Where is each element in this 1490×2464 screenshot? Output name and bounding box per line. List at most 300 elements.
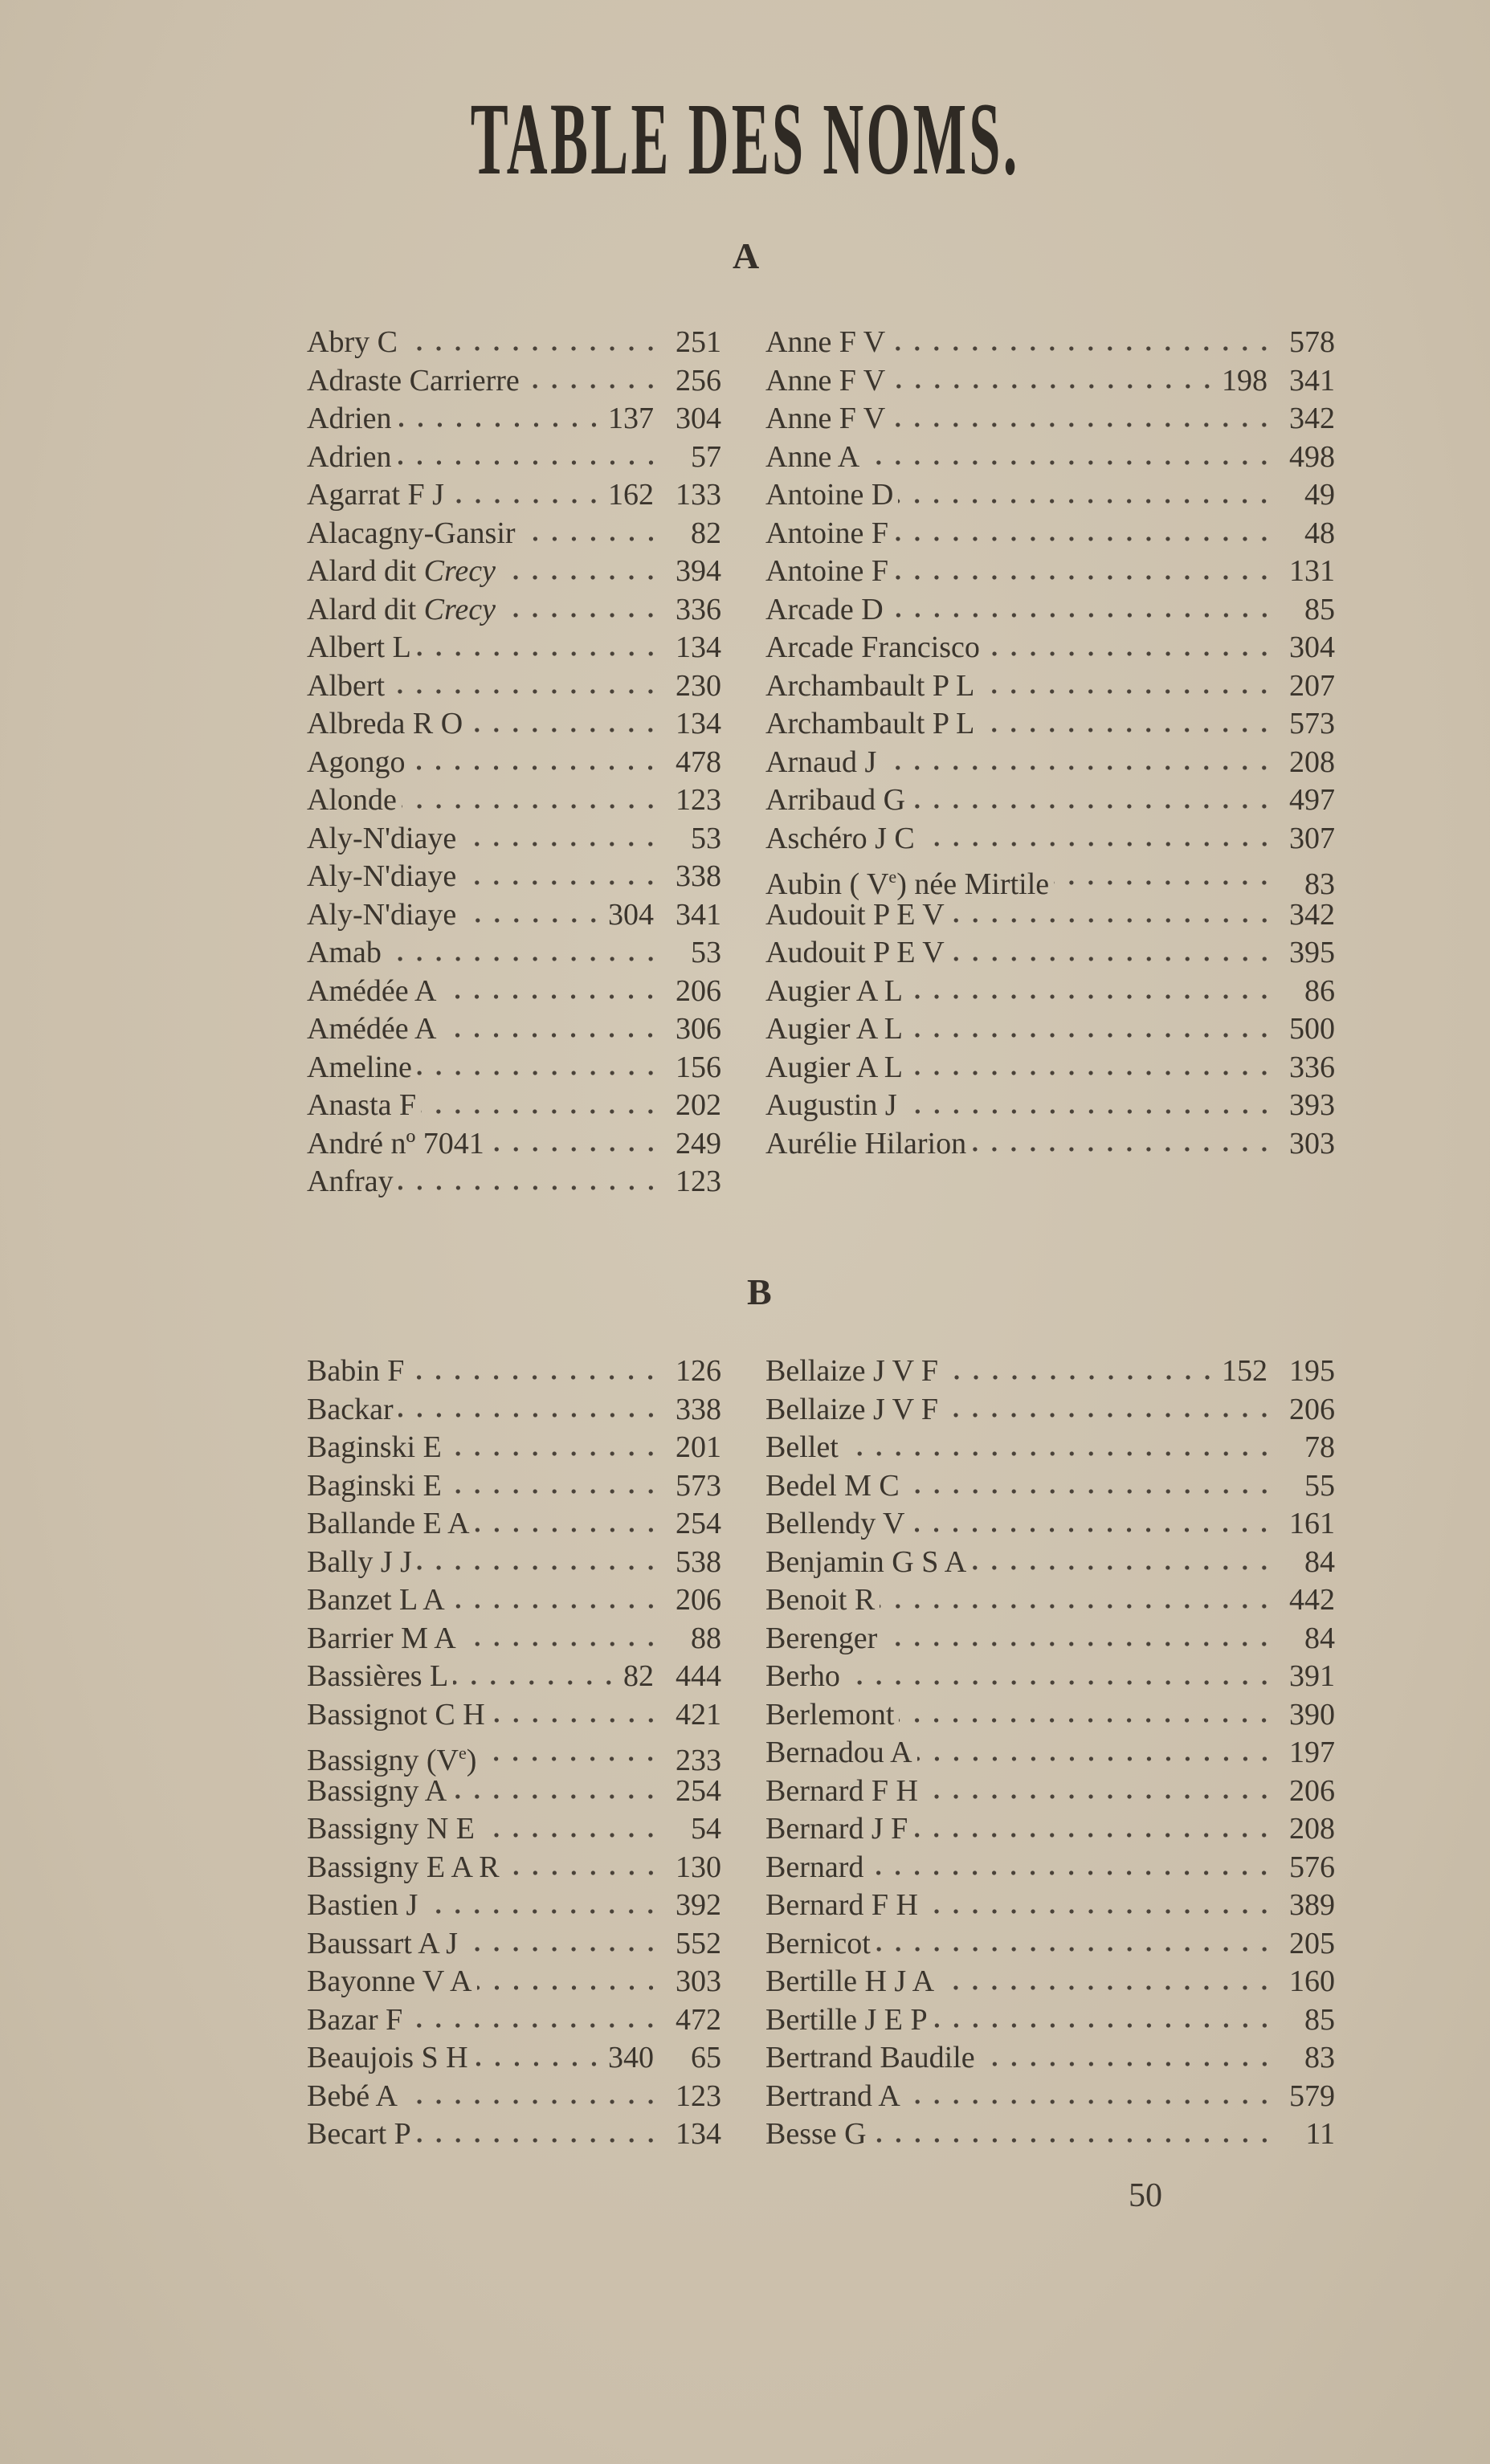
entry-name-text: Aschéro J C: [765, 821, 915, 855]
entry-extra-page: 152: [1222, 1354, 1268, 1388]
entry-page: 303: [676, 1964, 721, 1998]
entry-name: [765, 2115, 867, 2154]
index-entry: [307, 362, 721, 401]
index-entry: [307, 1849, 721, 1887]
entry-name: [765, 1849, 863, 1887]
entry-name: [307, 1125, 484, 1164]
entry-page: 579: [1289, 2078, 1335, 2113]
entry-page: 472: [676, 2002, 721, 2037]
entry-name: [307, 1049, 412, 1087]
index-entry: [307, 1163, 721, 1201]
index-entry: [765, 744, 1335, 782]
index-entry: [307, 1049, 721, 1087]
entry-name-text: Alard dit: [307, 554, 424, 588]
entry-page: 160: [1289, 1964, 1335, 1998]
entry-page: 552: [676, 1926, 721, 1960]
dot-leader: [898, 499, 1274, 504]
entry-page: 206: [1289, 1773, 1335, 1808]
dot-leader: [910, 804, 1274, 809]
entry-name: [765, 1734, 912, 1773]
entry-name-text: Bastien J: [307, 1888, 418, 1922]
index-entry: [307, 705, 721, 744]
index-entry: [307, 1658, 721, 1696]
entry-name: [765, 934, 945, 973]
entry-name-text: Besse G: [765, 2117, 867, 2151]
index-entry: [307, 820, 721, 859]
dot-leader: [949, 957, 1274, 961]
entry-name: [765, 515, 888, 553]
entry-page: 342: [1289, 402, 1335, 435]
index-entry: [765, 515, 1335, 553]
entry-name-text: Bassigny (V: [307, 1744, 459, 1777]
entry-page: 55: [1304, 1468, 1335, 1503]
dot-leader: [477, 1985, 661, 1990]
entry-page: 123: [676, 783, 721, 817]
entry-name-text: Backar: [307, 1392, 394, 1426]
entry-name-text: Adrien: [307, 402, 392, 435]
entry-page: 206: [1289, 1392, 1335, 1426]
entry-page: 230: [676, 668, 721, 703]
entry-name-text: Bedel M C: [765, 1468, 900, 1503]
entry-name-text: Aurélie Hilarion: [765, 1126, 967, 1161]
entry-page: 206: [676, 973, 721, 1008]
entry-page: 197: [1289, 1736, 1335, 1769]
entry-name: [765, 1429, 839, 1467]
dot-leader: [451, 1794, 660, 1799]
dot-leader: [450, 1604, 660, 1609]
entry-extra-page: 162: [608, 478, 654, 512]
entry-page: 84: [1304, 1621, 1335, 1655]
index-entry: [765, 400, 1335, 439]
entry-name: [307, 1429, 442, 1467]
entry-name-text: Audouit P E V: [765, 936, 945, 969]
entry-name-text: Adrien: [307, 439, 392, 474]
entry-name-superscript: e: [888, 867, 897, 887]
dot-leader: [416, 651, 660, 656]
page-number: 50: [1129, 2177, 1162, 2214]
index-entry: [765, 324, 1335, 362]
entry-page: 338: [676, 859, 721, 893]
dot-leader: [949, 918, 1274, 923]
index-entry: [307, 1125, 721, 1164]
entry-name-text: Anne A: [765, 439, 860, 474]
entry-name-text: Baginski E: [307, 1430, 442, 1464]
entry-page: 442: [1289, 1583, 1335, 1617]
section-letter-a: A: [733, 235, 760, 276]
entry-name: [307, 896, 456, 935]
index-entry: [765, 1087, 1335, 1125]
dot-leader: [461, 1642, 660, 1646]
index-entry: [307, 858, 721, 896]
entry-name: [765, 744, 876, 782]
entry-name-text: Babin F: [307, 1354, 405, 1388]
dot-leader: [905, 2099, 1274, 2104]
entry-page: 573: [1289, 707, 1335, 740]
entry-name: [765, 1773, 918, 1811]
entry-name-text: Banzet L A: [307, 1583, 445, 1617]
entry-name-text: Bebé A: [307, 2078, 398, 2113]
entry-page: 134: [676, 707, 721, 740]
index-entry: [307, 896, 721, 935]
index-entry: [307, 1467, 721, 1506]
index-entry: [307, 2115, 721, 2154]
entry-page: 53: [691, 936, 721, 969]
dot-leader: [980, 2062, 1274, 2066]
dot-leader: [908, 1033, 1274, 1038]
entry-name-text: Bertrand A: [765, 2078, 900, 2113]
entry-name-text: Audouit P E V: [765, 897, 945, 932]
entry-name: [307, 1010, 436, 1049]
entry-page: 578: [1289, 325, 1335, 359]
entry-page: 205: [1289, 1926, 1335, 1960]
entry-name: [765, 2001, 928, 2040]
index-entry: [765, 362, 1335, 401]
entry-page: 130: [676, 1850, 721, 1884]
entry-name: [307, 439, 392, 477]
entry-name-text: Bertrand Baudile: [765, 2041, 975, 2074]
entry-page: 394: [676, 554, 721, 588]
entry-name-text: Benjamin G S A: [765, 1544, 967, 1579]
entry-name: [765, 1581, 875, 1620]
index-entry: [765, 1773, 1335, 1811]
index-entry: [765, 476, 1335, 515]
index-entry: [765, 2115, 1335, 2154]
entry-page: 336: [1289, 1050, 1335, 1084]
entry-name-text: Aly-N'diaye: [307, 821, 457, 855]
entry-page: 86: [1304, 973, 1335, 1008]
index-entry: [765, 934, 1335, 973]
entry-page: 249: [676, 1126, 721, 1161]
entry-name-text: Benoit R: [765, 1583, 876, 1617]
entry-name-text: Barrier M A: [307, 1621, 456, 1655]
entry-page: 161: [1289, 1507, 1335, 1540]
entry-page: 156: [676, 1050, 721, 1084]
entry-name-text: Aubin ( V: [765, 867, 889, 901]
entry-name: [765, 1925, 871, 1964]
entry-name: [765, 1125, 966, 1164]
index-entry: [765, 973, 1335, 1011]
dot-leader: [447, 1451, 660, 1456]
entry-page: 78: [1304, 1430, 1335, 1464]
index-entry: [765, 1125, 1335, 1164]
index-entry: [307, 1544, 721, 1582]
entry-name: [307, 553, 496, 591]
entry-name-text: Agarrat F J: [307, 478, 444, 512]
index-entry: [307, 324, 721, 362]
entry-page: 83: [1304, 867, 1335, 901]
entry-name-text: Aly-N'diaye: [307, 859, 457, 893]
index-entry: [765, 667, 1335, 706]
entry-name: [765, 1467, 900, 1506]
page-title-text: TABLE DES NOMS.: [470, 82, 1020, 196]
dot-leader: [971, 1565, 1274, 1570]
entry-name: [307, 324, 398, 362]
dot-leader: [461, 918, 603, 923]
dot-leader: [890, 422, 1274, 427]
entry-page: 304: [676, 402, 721, 435]
entry-name: [307, 1773, 447, 1811]
entry-page: 53: [691, 821, 721, 855]
index-entry: [307, 1429, 721, 1467]
entry-page: 338: [676, 1392, 721, 1426]
entry-page: 341: [676, 897, 721, 932]
entry-name-text: Bellaize J V F: [765, 1354, 938, 1388]
entry-name: [307, 1887, 418, 1925]
dot-leader: [461, 880, 660, 885]
entry-name-text: Anfray: [307, 1165, 394, 1198]
dot-leader: [481, 1756, 660, 1761]
index-entry: [307, 1391, 721, 1430]
entry-name: [765, 591, 884, 630]
dot-leader: [912, 1833, 1274, 1838]
entry-page: 336: [676, 592, 721, 626]
entry-page: 391: [1289, 1659, 1335, 1693]
dot-leader: [417, 1565, 660, 1570]
entry-page: 392: [676, 1888, 721, 1922]
dot-leader: [409, 1375, 660, 1380]
entry-name: [765, 820, 915, 859]
index-entry: [307, 400, 721, 439]
entry-name-text: Arcade Francisco: [765, 630, 980, 664]
dot-leader: [500, 613, 660, 618]
dot-leader: [402, 2099, 660, 2104]
index-entry: [307, 1581, 721, 1620]
entry-name-text: Amab: [307, 936, 382, 969]
index-entry: [765, 1352, 1335, 1391]
dot-leader: [441, 1033, 660, 1038]
entry-name: [765, 781, 905, 820]
index-entry: [765, 858, 1335, 901]
entry-name-text: Amédée A: [307, 973, 437, 1008]
entry-name-text: Bertille J E P: [765, 2002, 928, 2037]
entry-name-text: Baussart A J: [307, 1926, 458, 1960]
entry-extra-page: 137: [608, 402, 654, 435]
index-entry: [307, 744, 721, 782]
dot-leader: [449, 499, 603, 504]
entry-name: [765, 1620, 877, 1658]
entry-name-text: Berho: [765, 1659, 840, 1693]
entry-name: [307, 362, 520, 401]
entry-name-text: Bernard: [765, 1850, 864, 1884]
index-entry: [307, 553, 721, 591]
dot-leader: [908, 1071, 1274, 1075]
entry-page: 478: [676, 745, 721, 779]
entry-page: 307: [1289, 821, 1335, 855]
entry-name-text: Antoine F: [765, 554, 889, 588]
entry-page: 254: [676, 1773, 721, 1808]
entry-name-text: Ameline: [307, 1050, 412, 1084]
entry-page: 208: [1289, 1812, 1335, 1846]
index-entry: [307, 439, 721, 477]
entry-name-text: Berlemont: [765, 1697, 895, 1732]
entry-name-text: Arcade D: [765, 592, 884, 626]
entry-page: 57: [691, 439, 721, 474]
entry-name-superscript: e: [458, 1743, 467, 1763]
entry-name: [307, 1963, 472, 2001]
index-entry: [765, 1887, 1335, 1925]
index-entry: [307, 591, 721, 630]
dot-leader: [902, 1109, 1274, 1114]
index-entry: [307, 1810, 721, 1849]
index-entry: [765, 1010, 1335, 1049]
entry-name: [765, 667, 974, 706]
dot-leader: [397, 460, 660, 465]
entry-page: 421: [676, 1697, 721, 1732]
entry-name: [765, 1049, 903, 1087]
dot-leader: [520, 536, 660, 541]
entry-name: [765, 1010, 903, 1049]
entry-name-text: Bellendy V: [765, 1507, 905, 1540]
dot-leader: [423, 1909, 660, 1914]
section-a-right-column: [765, 324, 1335, 1163]
index-entry: [307, 1887, 721, 1925]
entry-name: [307, 1696, 485, 1735]
entry-name-text: Bernard F H: [765, 1888, 918, 1922]
index-entry: [307, 1505, 721, 1544]
index-entry: [765, 705, 1335, 744]
entry-name: [307, 1087, 416, 1125]
entry-name-text: Bellaize J V F: [765, 1392, 938, 1426]
index-entry: [765, 1849, 1335, 1887]
entry-name-text: Bernadou A: [765, 1736, 912, 1769]
dot-leader: [461, 842, 660, 846]
entry-page: 254: [676, 1507, 721, 1540]
entry-name-text: Bernard J F: [765, 1812, 908, 1846]
index-entry: [765, 1810, 1335, 1849]
entry-page: 65: [691, 2041, 721, 2074]
entry-name-text: Augier A L: [765, 973, 903, 1008]
entry-name: [307, 1467, 442, 1506]
index-entry: [765, 2078, 1335, 2116]
index-entry: [307, 515, 721, 553]
dot-leader: [893, 575, 1274, 580]
entry-name-text: Augier A L: [765, 1050, 903, 1084]
index-entry: [765, 1505, 1335, 1544]
entry-name-text: Anasta F: [307, 1088, 417, 1122]
entry-name: [765, 2039, 975, 2078]
entry-name: [765, 1963, 934, 2001]
dot-leader: [971, 1147, 1274, 1152]
entry-name: [307, 2039, 468, 2078]
dot-leader: [463, 1947, 660, 1952]
entry-page: 195: [1289, 1354, 1335, 1388]
entry-name-text: Augier A L: [765, 1012, 903, 1046]
index-entry: [307, 2039, 721, 2078]
entry-name: [765, 2078, 900, 2116]
index-entry: [307, 1925, 721, 1964]
dot-leader: [909, 1528, 1274, 1532]
entry-name: [307, 1581, 445, 1620]
index-entry: [765, 820, 1335, 859]
entry-name: [307, 705, 463, 744]
index-entry: [307, 2078, 721, 2116]
entry-page: 576: [1289, 1850, 1335, 1884]
dot-leader: [473, 2062, 603, 2066]
entry-page: 538: [676, 1544, 721, 1579]
entry-page: 573: [676, 1468, 721, 1503]
entry-name: [307, 2078, 398, 2116]
index-entry: [307, 1010, 721, 1049]
entry-name: [307, 1163, 394, 1201]
dot-leader: [920, 842, 1274, 846]
dot-leader: [868, 1870, 1274, 1875]
dot-leader: [421, 1109, 660, 1114]
entry-name: [765, 629, 980, 667]
section-a-left-column: [307, 324, 721, 1201]
entry-page: 444: [676, 1659, 721, 1693]
index-entry: [765, 1658, 1335, 1696]
entry-name-text: Bassières L: [307, 1659, 449, 1693]
entry-name-text: Anne F V: [765, 363, 886, 398]
entry-name: [307, 1505, 470, 1544]
dot-leader: [890, 384, 1217, 389]
entry-name: [307, 400, 392, 439]
entry-page: 48: [1304, 516, 1335, 550]
dot-leader: [441, 994, 660, 999]
index-entry: [765, 781, 1335, 820]
index-entry: [765, 2039, 1335, 2078]
entry-page: 11: [1305, 2117, 1335, 2151]
entry-name-text: Adraste Carrierre: [307, 363, 520, 398]
dot-leader: [872, 2138, 1274, 2143]
entry-name: [765, 1544, 966, 1582]
entry-extra-page: 304: [608, 897, 654, 932]
dot-leader: [880, 1604, 1274, 1609]
entry-name: [765, 324, 885, 362]
dot-leader: [845, 1680, 1274, 1685]
index-entry: [307, 1734, 721, 1777]
entry-name-text: Alonde: [307, 783, 397, 817]
entry-name-text: Berenger: [765, 1621, 878, 1655]
entry-name-text: André nº 7041: [307, 1126, 484, 1161]
dot-leader: [979, 728, 1274, 732]
index-entry: [765, 1696, 1335, 1735]
entry-name-text: Bassigny N E: [307, 1812, 475, 1846]
entry-name-text: Augustin J: [765, 1088, 897, 1122]
dot-leader: [882, 1642, 1274, 1646]
entry-name: [307, 1658, 448, 1696]
dot-leader: [881, 765, 1274, 770]
entry-name: [765, 476, 893, 515]
dot-leader: [504, 1870, 660, 1875]
entry-name-text: Bellet: [765, 1430, 839, 1464]
dot-leader: [475, 1528, 660, 1532]
dot-leader: [888, 613, 1274, 618]
entry-name: [765, 896, 945, 935]
entry-page: 54: [691, 1812, 721, 1846]
dot-leader: [933, 2023, 1274, 2028]
index-entry: [765, 553, 1335, 591]
dot-leader: [489, 1147, 660, 1152]
dot-leader: [397, 422, 603, 427]
dot-leader: [480, 1833, 660, 1838]
index-entry: [765, 591, 1335, 630]
entry-name: [307, 476, 444, 515]
entry-name-text: Becart P: [307, 2117, 411, 2151]
entry-page: 395: [1289, 936, 1335, 969]
entry-name-text: Antoine D: [765, 478, 894, 512]
entry-name: [307, 2001, 402, 2040]
dot-leader: [1054, 880, 1274, 885]
entry-name: [765, 973, 903, 1011]
dot-leader: [908, 994, 1274, 999]
entry-name-text: Albert L: [307, 630, 411, 664]
entry-name: [765, 1505, 904, 1544]
entry-name-text: Beaujois S H: [307, 2041, 468, 2074]
entry-name: [307, 2115, 411, 2154]
dot-leader: [386, 957, 660, 961]
dot-leader: [899, 1718, 1274, 1723]
